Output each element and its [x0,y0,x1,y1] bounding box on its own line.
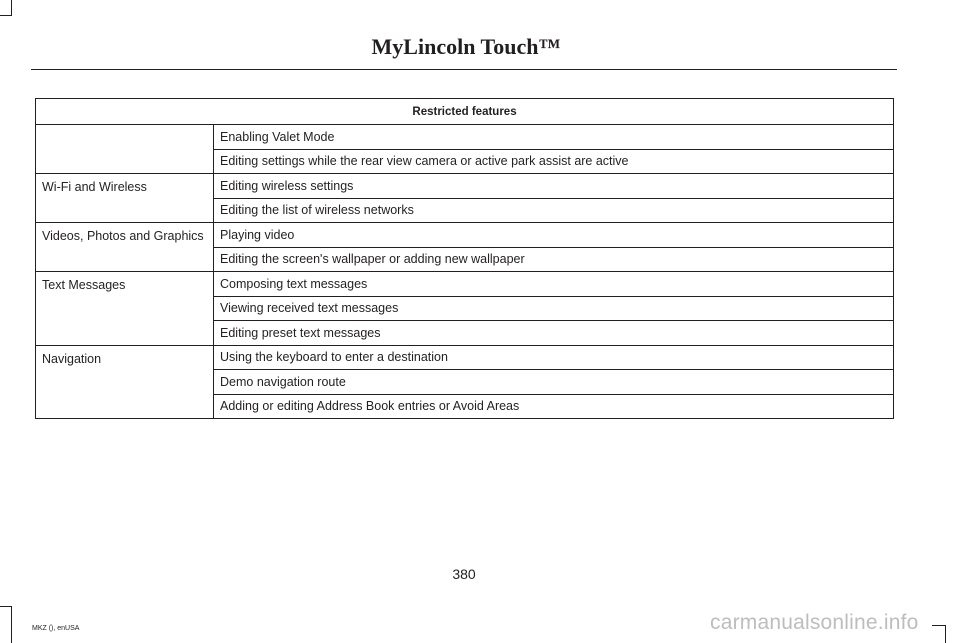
table-row [36,370,894,395]
feature-cell: Playing video [214,223,894,248]
feature-cell: Using the keyboard to enter a destination [214,345,894,370]
feature-cell: Editing wireless settings [214,174,894,199]
restricted-features-table [35,98,894,419]
document-code: MKZ (), enUSA [32,625,80,632]
category-cell: Videos, Photos and Graphics [36,223,214,248]
category-cell [36,394,214,419]
table-row [36,174,894,199]
crop-mark-bottom-right-horizontal [932,625,945,626]
table-row [36,125,894,150]
table-row [36,296,894,321]
crop-mark-top-left-horizontal [0,15,12,16]
table-row [36,247,894,272]
feature-cell: Editing settings while the rear view camera or active park assist are active [214,149,894,174]
crop-mark-bottom-left-horizontal [0,606,12,607]
category-cell [36,125,214,150]
category-cell: Text Messages [36,272,214,297]
category-cell [36,370,214,395]
feature-cell: Adding or editing Address Book entries or Avoid Areas [214,394,894,419]
feature-cell: Editing the list of wireless networks [214,198,894,223]
watermark: carmanualsonline.info [710,611,919,634]
category-cell [36,149,214,174]
table-row [36,394,894,419]
crop-mark-bottom-right-vertical [945,625,946,643]
table-row [36,198,894,223]
feature-cell: Enabling Valet Mode [214,125,894,150]
category-cell [36,321,214,346]
crop-mark-top-left-vertical [11,0,12,16]
table-row [36,149,894,174]
feature-cell: Composing text messages [214,272,894,297]
page-number: 380 [452,566,476,582]
table-row [36,345,894,370]
feature-cell: Demo navigation route [214,370,894,395]
table-body [36,125,894,419]
page-title: MyLincoln Touch™ [371,34,561,59]
category-cell [36,247,214,272]
category-cell [36,198,214,223]
table-row [36,272,894,297]
category-cell: Navigation [36,345,214,370]
feature-cell: Editing the screen's wallpaper or adding new wallpaper [214,247,894,272]
category-cell [36,296,214,321]
crop-mark-bottom-left-vertical [11,606,12,643]
table-row [36,321,894,346]
feature-cell: Viewing received text messages [214,296,894,321]
table-header-row [36,99,894,125]
table-heading: Restricted features [36,99,894,125]
table-row [36,223,894,248]
feature-cell: Editing preset text messages [214,321,894,346]
header-rule [31,69,897,70]
category-cell: Wi-Fi and Wireless [36,174,214,199]
